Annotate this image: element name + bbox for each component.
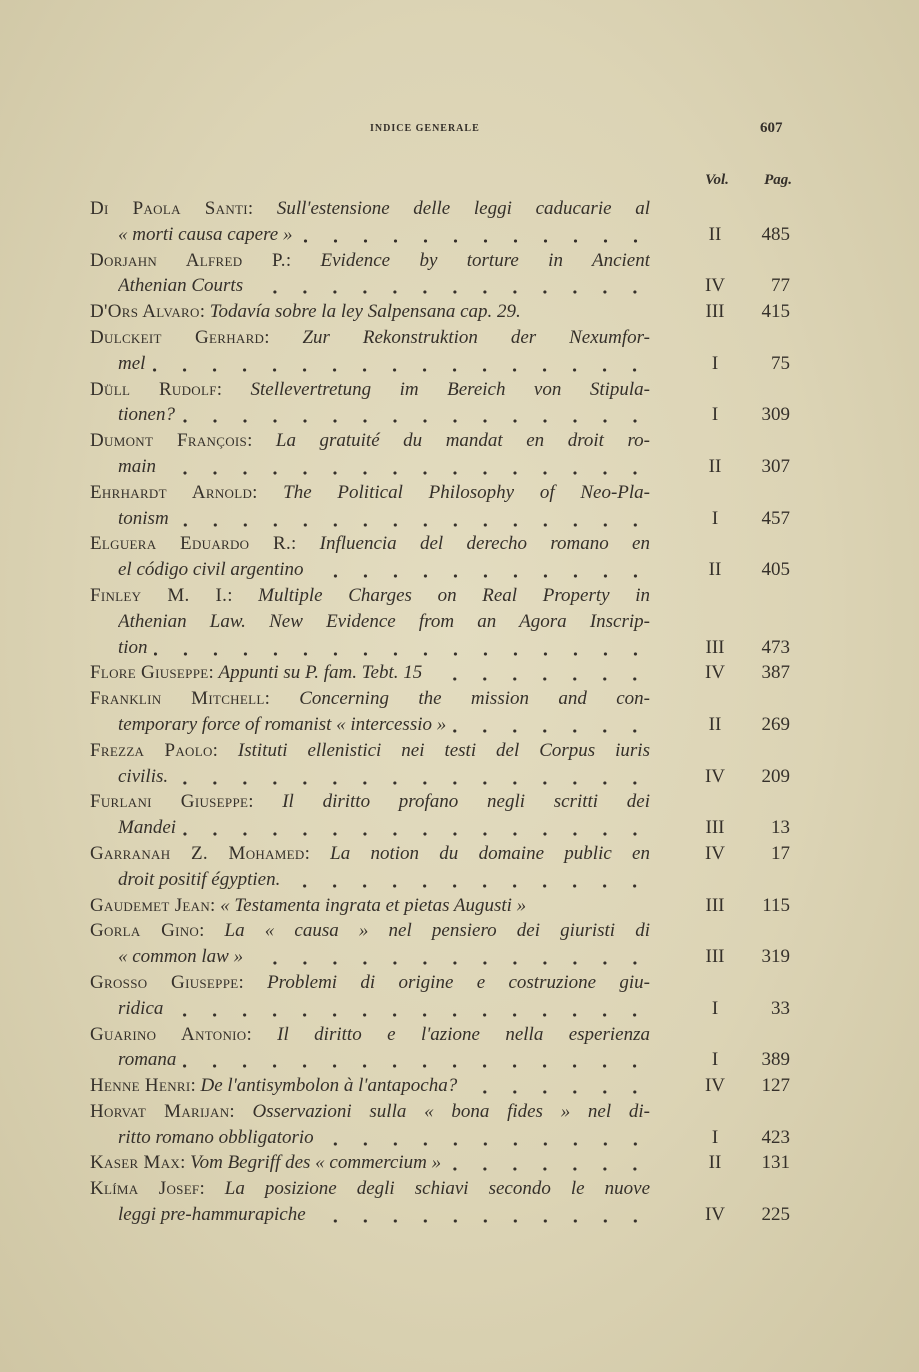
entry-title: Zur Rekonstruktion der Nexumfor-	[302, 326, 650, 348]
entry-line	[90, 893, 790, 919]
dot-leader	[181, 402, 650, 428]
entry-title: Il diritto e l'azione nella esperienza	[277, 1023, 650, 1045]
entry-text	[118, 712, 650, 738]
entry-page: 415	[761, 301, 790, 323]
index-entry	[90, 1150, 790, 1176]
entry-line	[90, 815, 790, 841]
index-entry	[90, 1073, 790, 1099]
entry-line	[90, 1073, 790, 1099]
entry-line	[90, 299, 790, 325]
dot-leader	[299, 222, 651, 248]
entry-author: Horvat Marijan	[90, 1100, 230, 1122]
entry-text	[90, 893, 650, 919]
entry-volume: III	[705, 894, 725, 916]
entry-text	[90, 196, 650, 222]
index-entry	[90, 970, 790, 1022]
author-separator: :	[210, 894, 221, 916]
index-entry	[90, 1176, 790, 1228]
entry-line	[90, 1176, 790, 1202]
running-head-title: INDICE GENERALE	[370, 123, 480, 134]
entry-text	[90, 428, 650, 454]
dot-leader	[249, 273, 650, 299]
entry-title: el código civil argentino	[118, 559, 304, 581]
entry-text	[90, 789, 650, 815]
author-separator: :	[212, 739, 238, 761]
entry-text	[90, 480, 650, 506]
entry-volume: IV	[704, 765, 726, 787]
entry-title: Multiple Charges on Real Property in	[258, 584, 650, 606]
entry-text	[118, 506, 650, 532]
dot-leader	[175, 506, 650, 532]
entry-text	[118, 273, 650, 299]
entry-page: 77	[771, 275, 790, 297]
entry-line	[90, 402, 790, 428]
index-entry	[90, 738, 790, 790]
entry-text	[90, 325, 650, 351]
author-separator: :	[229, 1100, 253, 1122]
entry-title: Il diritto profano negli scritti dei	[282, 791, 650, 813]
index-entry	[90, 789, 790, 841]
entry-author: Gaudemet Jean	[90, 894, 211, 916]
entry-line	[90, 506, 790, 532]
entry-title: civilis.	[118, 765, 169, 787]
entry-title: tionen?	[118, 404, 175, 426]
entry-line	[90, 428, 790, 454]
dot-leader	[310, 557, 650, 583]
entry-page: 131	[761, 1152, 790, 1174]
entry-line	[90, 970, 790, 996]
entry-text	[90, 1073, 650, 1099]
entry-volume: III	[705, 636, 725, 658]
entry-title: « morti causa capere »	[118, 223, 293, 245]
entry-text	[118, 1125, 650, 1151]
entry-title: leggi pre-hammurapiche	[118, 1204, 306, 1226]
entry-text	[90, 583, 650, 609]
entry-page: 309	[761, 404, 790, 426]
entry-volume: II	[708, 455, 722, 477]
entry-author: Furlani Giuseppe	[90, 791, 249, 813]
entry-volume: IV	[704, 1075, 726, 1097]
entry-title: temporary force of romanist « intercessio »	[118, 713, 447, 735]
dot-leader	[312, 1202, 650, 1228]
entry-line	[90, 738, 790, 764]
entry-title: Osservazioni sulla « bona fides » nel di-	[252, 1100, 650, 1122]
entry-volume: IV	[704, 275, 726, 297]
entry-title: Vom Begriff des « commercium »	[190, 1152, 442, 1174]
entry-title: Sull'estensione delle leggi caducarie al	[276, 198, 650, 219]
entry-text	[90, 686, 650, 712]
index-entry	[90, 196, 790, 248]
entry-author: Garranah Z. Mohamed	[90, 842, 305, 864]
index-entry	[90, 248, 790, 300]
entry-title: Influencia del derecho romano en	[319, 533, 650, 555]
author-separator: :	[208, 662, 219, 684]
entry-line	[90, 222, 790, 248]
entry-line	[90, 248, 790, 274]
entry-volume: IV	[704, 662, 726, 684]
entry-page: 33	[771, 997, 790, 1019]
entry-line	[90, 1099, 790, 1125]
entry-author: Dulckeit Gerhard	[90, 326, 265, 348]
entry-title: Athenian Law. New Evidence from an Agora Inscrip-	[118, 610, 650, 632]
entry-author: Franklin Mitchell	[90, 688, 265, 710]
entry-title: La « causa » nel pensiero dei giuristi di	[224, 920, 650, 942]
entry-title: La gratuité du mandat en droit ro-	[275, 430, 650, 452]
entry-author: Düll Rudolf	[90, 378, 217, 400]
author-separator: :	[246, 1023, 278, 1045]
entry-line	[90, 325, 790, 351]
entry-volume: II	[708, 713, 722, 735]
entry-text	[118, 557, 650, 583]
entry-page: 485	[761, 223, 790, 245]
entry-line	[90, 609, 790, 635]
entry-title: Evidence by torture in Ancient	[320, 249, 650, 271]
entry-page: 13	[771, 817, 790, 839]
entry-line	[90, 273, 790, 299]
author-separator: :	[291, 533, 320, 555]
entry-page: 423	[761, 1126, 790, 1148]
entry-text	[118, 996, 650, 1022]
entry-author: Gorla Gino	[90, 920, 200, 942]
entry-line	[90, 660, 790, 686]
entry-volume: I	[711, 404, 719, 426]
author-separator: :	[248, 791, 283, 813]
entry-text	[90, 1150, 650, 1176]
entry-line	[90, 583, 790, 609]
entry-text	[118, 1047, 650, 1073]
entry-text	[90, 1099, 650, 1125]
dot-leader	[182, 815, 650, 841]
entry-line	[90, 454, 790, 480]
entry-volume: I	[711, 1126, 719, 1148]
index-entries	[90, 196, 790, 1228]
entry-text	[90, 1176, 650, 1202]
author-separator: :	[190, 1075, 201, 1097]
entry-author: Kaser Max	[90, 1152, 181, 1174]
dot-leader	[182, 1047, 650, 1073]
entry-page: 405	[761, 559, 790, 581]
index-entry	[90, 1022, 790, 1074]
entry-line	[90, 712, 790, 738]
entry-volume: III	[705, 817, 725, 839]
entry-title: Todavía sobre la ley Salpensana cap. 29.	[209, 301, 521, 323]
entry-line	[90, 944, 790, 970]
entry-author: Finley M. I.	[90, 584, 228, 606]
column-header-vol: Vol.	[705, 172, 729, 188]
entry-page: 225	[761, 1204, 790, 1226]
entry-text	[90, 841, 650, 867]
dot-leader	[452, 712, 650, 738]
entry-page: 209	[761, 765, 790, 787]
entry-page: 115	[762, 894, 790, 916]
entry-title: Mandei	[118, 817, 177, 839]
entry-title: Istituti ellenistici nei testi del Corpus iuris	[237, 739, 650, 761]
entry-title: romana	[118, 1049, 177, 1071]
entry-line	[90, 557, 790, 583]
author-separator: :	[264, 688, 300, 710]
entry-line	[90, 1150, 790, 1176]
entry-line	[90, 1125, 790, 1151]
index-entry	[90, 1099, 790, 1151]
index-entry	[90, 841, 790, 893]
entry-title: De l'antisymbolon à l'antapocha?	[200, 1075, 458, 1097]
entry-author: Frezza Paolo	[90, 739, 213, 761]
entry-title: « Testamenta ingrata et pietas Augusti »	[220, 894, 527, 916]
entry-text	[118, 944, 650, 970]
entry-text	[90, 299, 650, 325]
entry-text	[118, 867, 650, 893]
entry-volume: III	[705, 946, 725, 968]
index-entry	[90, 583, 790, 660]
dot-leader	[447, 1150, 650, 1176]
author-separator: :	[252, 481, 284, 503]
entry-text	[90, 918, 650, 944]
entry-line	[90, 377, 790, 403]
entry-line	[90, 531, 790, 557]
entry-text	[90, 248, 650, 274]
author-separator: :	[264, 326, 303, 348]
author-separator: :	[199, 1178, 225, 1200]
entry-text	[90, 377, 650, 403]
entry-text	[118, 351, 650, 377]
entry-title: mel	[118, 352, 146, 374]
entry-page: 75	[771, 352, 790, 374]
entry-page: 387	[761, 662, 790, 684]
author-separator: :	[216, 378, 251, 400]
dot-leader	[249, 944, 650, 970]
entry-title: main	[118, 455, 156, 477]
entry-volume: II	[708, 223, 722, 245]
entry-volume: IV	[704, 1204, 726, 1226]
entry-page: 457	[761, 507, 790, 529]
entry-line	[90, 480, 790, 506]
entry-text	[118, 815, 650, 841]
index-entry	[90, 660, 790, 686]
entry-title: droit positif égyptien.	[118, 868, 281, 890]
index-entry	[90, 893, 790, 919]
author-separator: :	[238, 971, 268, 993]
dot-leader	[169, 996, 650, 1022]
entry-page: 307	[761, 455, 790, 477]
entry-volume: IV	[704, 842, 726, 864]
author-separator: :	[180, 1152, 191, 1174]
entry-line	[90, 1022, 790, 1048]
index-entry	[90, 325, 790, 377]
entry-volume: I	[711, 507, 719, 529]
entry-author: Dumont François	[90, 430, 248, 452]
index-entry	[90, 531, 790, 583]
entry-title: La notion du domaine public en	[330, 842, 650, 864]
entry-line	[90, 635, 790, 661]
entry-text	[90, 531, 650, 557]
entry-text	[118, 222, 650, 248]
entry-text	[118, 635, 650, 661]
dot-leader	[463, 1073, 650, 1099]
entry-author: Dorjahn Alfred P.	[90, 249, 286, 271]
entry-volume: I	[711, 997, 719, 1019]
dot-leader	[286, 867, 650, 893]
entry-page: 389	[761, 1049, 790, 1071]
entry-text	[118, 764, 650, 790]
entry-text	[90, 660, 650, 686]
entry-line	[90, 764, 790, 790]
entry-author: Flore Giuseppe	[90, 662, 209, 684]
entry-volume: III	[705, 301, 725, 323]
index-entry	[90, 686, 790, 738]
entry-text	[90, 1022, 650, 1048]
entry-author: D'Ors Alvaro	[90, 301, 200, 323]
entry-author: Di Paola Santi	[90, 198, 248, 219]
entry-title: ritto romano obbligatorio	[118, 1126, 314, 1148]
entry-line	[90, 1202, 790, 1228]
entry-text	[90, 970, 650, 996]
page-number: 607	[760, 120, 783, 136]
entry-text	[118, 1202, 650, 1228]
entry-volume: II	[708, 559, 722, 581]
entry-page: 473	[761, 636, 790, 658]
entry-volume: I	[711, 1049, 719, 1071]
author-separator: :	[247, 198, 277, 219]
entry-text	[118, 402, 650, 428]
entry-title: « common law »	[118, 946, 244, 968]
entry-title: tonism	[118, 507, 169, 529]
entry-line	[90, 841, 790, 867]
entry-title: ridica	[118, 997, 164, 1019]
entry-title: Appunti su P. fam. Tebt. 15	[218, 662, 423, 684]
entry-author: Elguera Eduardo R.	[90, 533, 292, 555]
index-entry	[90, 480, 790, 532]
author-separator: :	[199, 301, 210, 323]
dot-leader	[162, 454, 650, 480]
entry-line	[90, 867, 790, 893]
author-separator: :	[199, 920, 225, 942]
entry-line	[90, 196, 790, 222]
entry-page: 127	[761, 1075, 790, 1097]
entry-text	[118, 609, 650, 635]
index-entry	[90, 299, 790, 325]
entry-volume: I	[711, 352, 719, 374]
entry-author: Guarino Antonio	[90, 1023, 247, 1045]
dot-leader	[154, 635, 650, 661]
entry-author: Ehrhardt Arnold	[90, 481, 253, 503]
index-entry	[90, 428, 790, 480]
index-entry	[90, 377, 790, 429]
column-header-pag: Pag.	[764, 172, 792, 188]
entry-page: 269	[761, 713, 790, 735]
entry-text	[118, 454, 650, 480]
entry-author: Grosso Giuseppe	[90, 971, 239, 993]
entry-title: La posizione degli schiavi secondo le nuove	[224, 1178, 650, 1200]
entry-title: Concerning the mission and con-	[299, 688, 650, 710]
author-separator: :	[285, 249, 321, 271]
entry-title: Stellevertretung im Bereich von Stipula-	[250, 378, 650, 400]
author-separator: :	[227, 584, 259, 606]
entry-title: Problemi di origine e costruzione giu-	[267, 971, 650, 993]
index-entry	[90, 918, 790, 970]
entry-line	[90, 789, 790, 815]
entry-line	[90, 351, 790, 377]
author-separator: :	[247, 430, 276, 452]
entry-author: Klíma Josef	[90, 1178, 200, 1200]
entry-line	[90, 996, 790, 1022]
entry-line	[90, 686, 790, 712]
entry-title: Athenian Courts	[118, 275, 244, 297]
entry-volume: II	[708, 1152, 722, 1174]
entry-line	[90, 1047, 790, 1073]
entry-page: 319	[761, 946, 790, 968]
dot-leader	[174, 764, 650, 790]
entry-page: 17	[771, 842, 790, 864]
entry-line	[90, 918, 790, 944]
entry-author: Henne Henri	[90, 1075, 191, 1097]
entry-title: tion	[118, 636, 148, 658]
entry-text	[90, 738, 650, 764]
author-separator: :	[304, 842, 331, 864]
dot-leader	[320, 1125, 650, 1151]
dot-leader	[428, 660, 650, 686]
entry-title: The Political Philosophy of Neo-Pla-	[283, 481, 650, 503]
dot-leader	[151, 351, 650, 377]
